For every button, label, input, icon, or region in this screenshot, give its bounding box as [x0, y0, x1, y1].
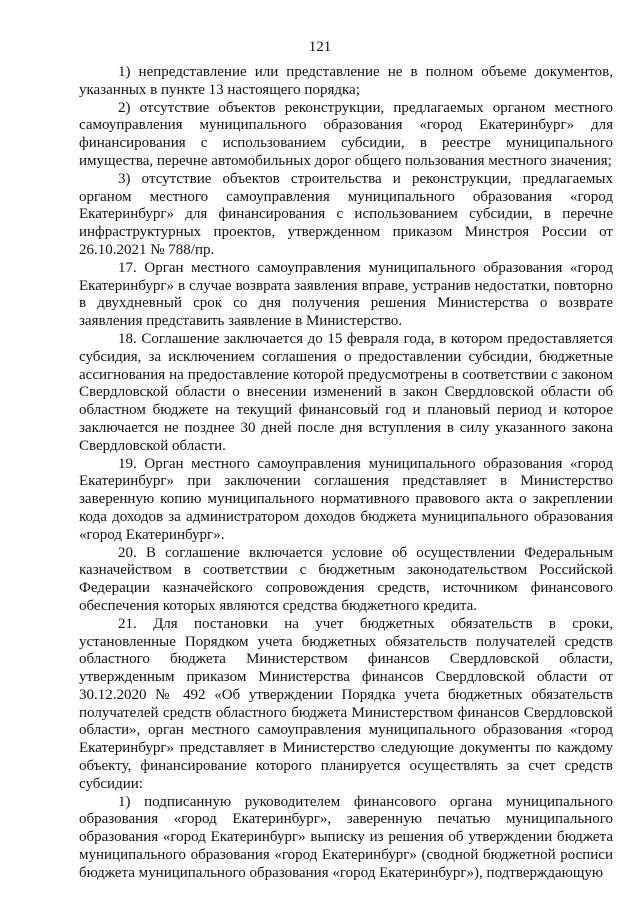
paragraph-clause-17: 17. Орган местного самоуправления муниципального образования «город Екатеринбург» в случае возврата заявления вправе, устранив недостатки, повторно в двухдневный срок со дня получения решения Министерства о возврате заявления представить заявление в Министерство.: [79, 259, 613, 330]
page-number: 121: [308, 39, 332, 55]
document-body: [79, 64, 613, 883]
paragraph-clause-21-item-1: 1) подписанную руководителем финансового органа муниципального образования «город Екатеринбург», заверенную печатью муниципального образования «город Екатеринбург» выписку из решения об утверждении бюджета муниципального образования «город Екатеринбург» (сводной бюджетной росписи бюджета муниципального образования «город Екатеринбург»), подтверждающую: [79, 793, 613, 881]
paragraph-item-1: 1) непредставление или представление не в полном объеме документов, указанных в пункте 13 настоящего порядка;: [79, 64, 613, 98]
paragraph-item-3: 3) отсутствие объектов строительства и реконструкции, предлагаемых органом местного самоуправления муниципального образования «город Екатеринбург» для финансирования с использованием субсидии, в перечне инфраструктурных проектов, утвержденном приказом Минстроя России от 26.10.2021 № 788/пр.: [79, 170, 613, 258]
paragraph-item-2: 2) отсутствие объектов реконструкции, предлагаемых органом местного самоуправления муниципального образования «город Екатеринбург» для финансирования с использованием субсидии, в реестре муниципального имущества, перечне автомобильных дорог общего пользования местного значения;: [79, 99, 613, 169]
paragraph-clause-21: 21. Для постановки на учет бюджетных обязательств в сроки, установленные Порядком учета бюджетных обязательств получателей средств областного бюджета Министерством финансов Свердловской области, утвержденным приказом Министерства финансов Свердловской области от 30.12.2020 № 492 «Об утверждении Порядка учета бюджетных обязательств получателей средств областного бюджета Министерством финансов Свердловской области», орган местного самоуправления муниципального образования «город Екатеринбург» представляет в Министерство следующие документы по каждому объекту, финансирование которого планируется осуществлять за счет средств субсидии:: [79, 615, 613, 792]
paragraph-clause-20: 20. В соглашение включается условие об осуществлении Федеральным казначейством в соответствии с бюджетным законодательством Российской Федерации казначейского сопровождения средств, источником финансового обеспечения которых являются средства бюджетного кредита.: [79, 544, 613, 614]
paragraph-clause-19: 19. Орган местного самоуправления муниципального образования «город Екатеринбург» при заключении соглашения представляет в Министерство заверенную копию муниципального нормативного правового акта о закреплении кода доходов за администратором доходов бюджета муниципального образования «город Екатеринбург».: [79, 455, 613, 543]
paragraph-clause-18: 18. Соглашение заключается до 15 февраля года, в котором предоставляется субсидия, за исключением соглашения о предоставлении субсидии, бюджетные ассигнования на предоставление которой предусмотрены в соответствии с законом Свердловской области о внесении изменений в закон Свердловской области об областном бюджете на текущий финансовый год и плановый период и которое заключается не позднее 30 дней после дня вступления в силу указанного закона Свердловской области.: [79, 330, 613, 454]
